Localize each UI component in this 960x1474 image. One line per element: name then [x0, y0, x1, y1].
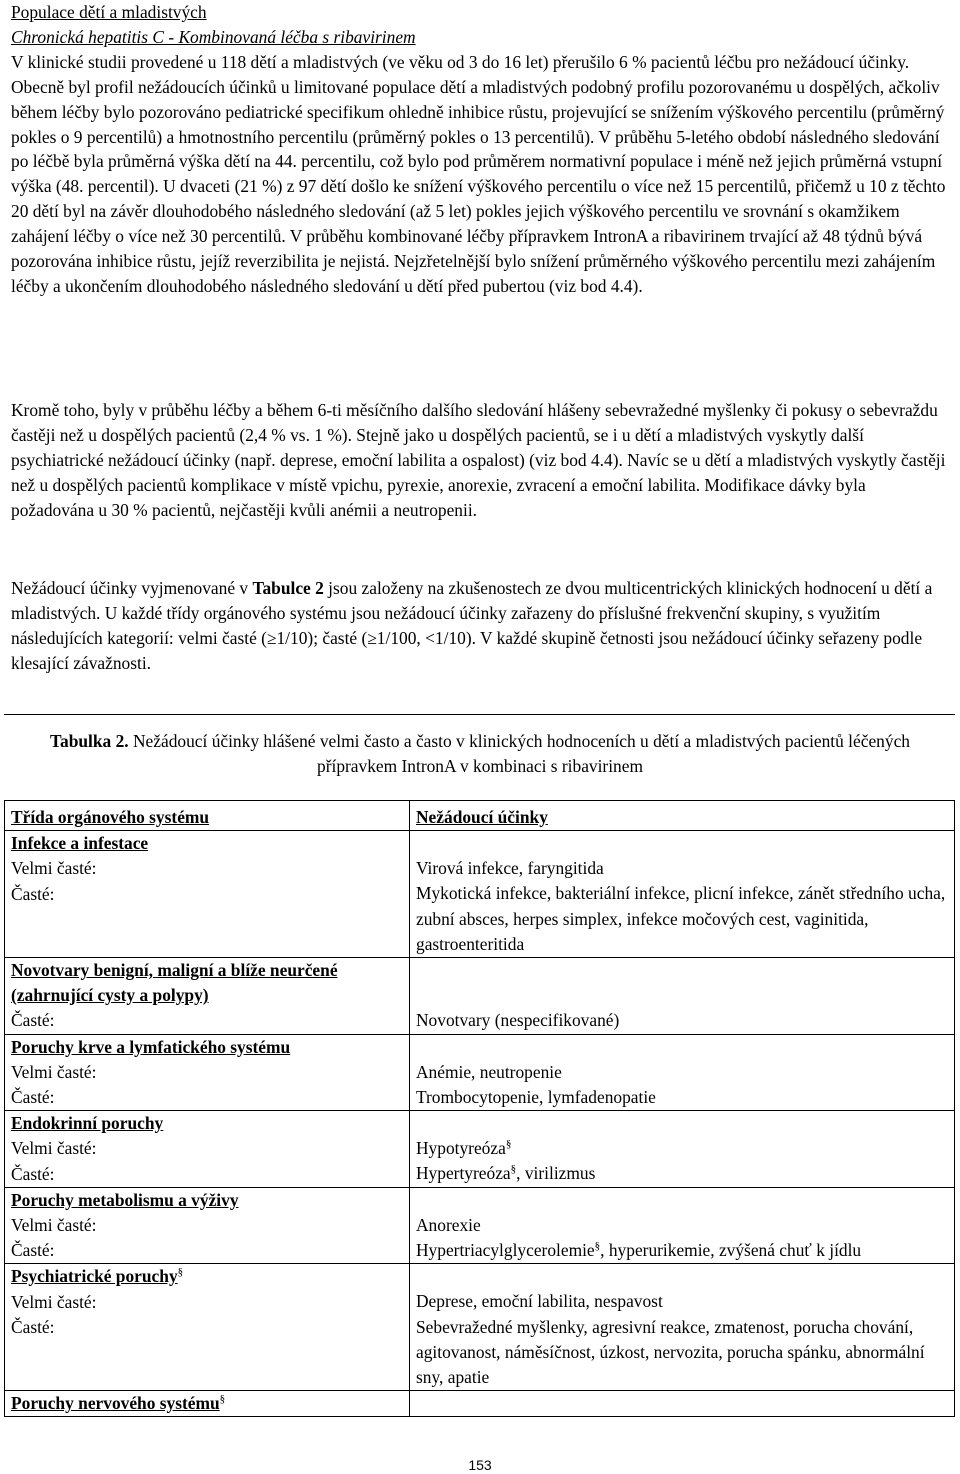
common-effect-rest: , virilizmus — [516, 1163, 596, 1184]
adverse-effects-cell — [410, 1034, 955, 1111]
table-caption — [11, 729, 949, 779]
organ-class-cell — [5, 831, 410, 958]
subsection-title: Chronická hepatitis C - Kombinovaná léčba s ribavirinem — [11, 26, 416, 47]
very-common-effects: Anorexie — [416, 1214, 481, 1235]
table-row — [5, 1391, 955, 1417]
common-effect-text: Hypertriacylglycerolemie — [416, 1240, 595, 1261]
table-reference: Tabulce 2 — [252, 578, 324, 598]
organ-class-heading — [11, 1391, 403, 1416]
table-row — [5, 1111, 955, 1188]
frequency-label: Velmi časté: — [11, 1215, 97, 1236]
footnote-mark: § — [505, 1138, 512, 1151]
intro-section — [11, 0, 951, 299]
frequency-label: Velmi časté: — [11, 858, 97, 879]
footnote-mark: § — [219, 1393, 226, 1406]
common-effect-text: Hypertyreóza — [416, 1163, 511, 1184]
table-row — [5, 1264, 955, 1391]
paragraph-growth-inhibition: V klinické studii provedené u 118 dětí a mladistvých (ve věku od 3 do 16 let) přerušilo 6 % pacientů léčbu pro nežádoucí účinky. Obecně byl profil nežádoucích účinků u limitované populace dětí a mladistvých podobný profilu pozorovanému u dospělých, ačkoliv během léčby bylo pozorováno pediatrické specifikum ohledně inhibice růstu, projevující se snížením výškového percentilu (průměrný pokles o 9 percentilů) a hmotnostního percentilu (průměrný pokles o 13 percentilů). V průběhu 5-letého období následného sledování po léčbě byla průměrná výška dětí na 44. percentilu, což bylo pod průměrem normativní populace i méně než jejich průměrná vstupní výška (48. percentil). U dvaceti (21 %) z 97 dětí došlo ke snížení výškového percentilu o více než 15 percentilů, přičemž u 10 z těchto 20 dětí byl na závěr dlouhodobého následného sledování (až 5 let) pokles jejich výškového percentilu ve srovnání s okamžikem zahájení léčby o více než 30 percentilů. V průběhu kombinované léčby přípravkem IntronA a ribavirinem trvající až 48 týdnů bývá pozorována inhibice růstu, jejíž reverzibilita je nejistá. Nejzřetelnější bylo snížení průměrného výškového percentilu mezi zahájením léčby a ukončením dlouhodobého následného sledování u dětí před pubertou (viz bod 4.4). — [11, 51, 946, 296]
table-row — [5, 831, 955, 958]
adverse-effects-cell — [410, 1187, 955, 1264]
common-effects: Trombocytopenie, lymfadenopatie — [416, 1086, 656, 1107]
frequency-label: Časté: — [11, 1316, 55, 1337]
common-effects — [416, 1161, 948, 1186]
very-common-effects: Deprese, emoční labilita, nespavost — [416, 1291, 663, 1312]
paragraph-table-intro-after: jsou založeny na zkušenostech ze dvou multicentrických klinických hodnocení u dětí a mladistvých. U každé třídy orgánového systému jsou nežádoucí účinky zařazeny do příslušné frekvenční skupiny, s využitím následujících kategorií: velmi časté (≥1/10); časté (≥1/100, <1/10). V každé skupině četnosti jsou nežádoucí účinky seřazeny podle klesající závažnosti. — [11, 578, 933, 673]
organ-class-cell — [5, 1034, 410, 1111]
frequency-label: Časté: — [11, 883, 55, 904]
very-common-effects: Virová infekce, faryngitida — [416, 858, 604, 879]
organ-class-name: Infekce a infestace — [11, 833, 149, 854]
paragraph-psychiatric-block — [11, 398, 951, 523]
paragraph-table-intro-before: Nežádoucí účinky vyjmenované v — [11, 578, 253, 598]
table-row — [5, 1187, 955, 1264]
very-common-effect-text: Hypotyreóza — [416, 1138, 506, 1159]
frequency-label: Velmi časté: — [11, 1061, 97, 1082]
paragraph-psychiatric: Kromě toho, byly v průběhu léčby a během 6-ti měsíčního dalšího sledování hlášeny sebevražedné myšlenky či pokusy o sebevraždu častěji než u dospělých pacientů (2,4 % vs. 1 %). Stejně jako u dospělých pacientů, se i u dětí a mladistvých vyskytly další psychiatrické nežádoucí účinky (např. deprese, emoční labilita a ospalost) (viz bod 4.4). Navíc se u dětí a mladistvých vyskytly častěji než u dospělých pacientů komplikace v místě vpichu, pyrexie, anorexie, zvracení a emoční labilita. Modifikace dávky byla požadována u 30 % pacientů, nejčastěji kvůli anémii a neutropenii. — [11, 400, 946, 520]
organ-class-name: Novotvary benigní, maligní a blíže neurčené (zahrnující cysty a polypy) — [11, 960, 338, 1006]
adverse-effects-table — [4, 800, 955, 1417]
very-common-effects — [416, 1136, 948, 1161]
adverse-effects-cell — [410, 1111, 955, 1188]
frequency-label: Časté: — [11, 1087, 55, 1108]
organ-class-name: Endokrinní poruchy — [11, 1113, 164, 1134]
adverse-effects-cell — [410, 1264, 955, 1391]
section-title: Populace dětí a mladistvých — [11, 2, 207, 22]
organ-class-name: Poruchy metabolismu a výživy — [11, 1189, 239, 1210]
organ-class-heading — [11, 1264, 403, 1289]
footnote-mark: § — [510, 1163, 517, 1176]
common-effects — [416, 1238, 948, 1263]
frequency-label: Velmi časté: — [11, 1291, 97, 1312]
common-effects: Sebevražedné myšlenky, agresivní reakce, zmatenost, porucha chování, agitovanost, náměsíčnost, úzkost, nervozita, porucha spánku, abnormální sny, apatie — [416, 1316, 925, 1388]
organ-class-cell — [5, 1111, 410, 1188]
frequency-label: Časté: — [11, 1240, 55, 1261]
adverse-effects-cell — [410, 958, 955, 1035]
common-effect-rest: , hyperurikemie, zvýšená chuť k jídlu — [600, 1240, 862, 1261]
organ-class-cell — [5, 958, 410, 1035]
frequency-label: Časté: — [11, 1010, 55, 1031]
footnote-mark: § — [177, 1266, 184, 1279]
frequency-label: Velmi časté: — [11, 1138, 97, 1159]
organ-class-name: Psychiatrické poruchy — [11, 1266, 178, 1287]
adverse-effects-cell — [410, 831, 955, 958]
table-caption-text: Nežádoucí účinky hlášené velmi často a často v klinických hodnoceních u dětí a mladistvých pacientů léčených přípravkem IntronA v kombinaci s ribavirinem — [128, 731, 910, 776]
table-row — [5, 1034, 955, 1111]
section-divider — [4, 714, 955, 715]
very-common-effects: Anémie, neutropenie — [416, 1061, 562, 1082]
organ-class-name: Poruchy nervového systému — [11, 1393, 220, 1414]
organ-class-cell — [5, 1187, 410, 1264]
paragraph-table-intro-block — [11, 576, 951, 676]
table-header-row — [5, 801, 955, 831]
common-effects: Mykotická infekce, bakteriální infekce, plicní infekce, zánět středního ucha, zubní absces, herpes simplex, infekce močových cest, vaginitida, gastroenteritida — [416, 883, 946, 954]
table-row — [5, 958, 955, 1035]
paragraph-table-intro — [11, 576, 951, 676]
organ-class-cell — [5, 1264, 410, 1391]
frequency-label: Časté: — [11, 1163, 55, 1184]
footnote-mark: § — [594, 1240, 601, 1253]
header-adverse-effects: Nežádoucí účinky — [410, 801, 955, 831]
table-caption-label: Tabulka 2. — [50, 731, 129, 751]
page-number: 153 — [468, 1457, 492, 1473]
common-effects: Novotvary (nespecifikované) — [416, 1010, 620, 1031]
organ-class-name: Poruchy krve a lymfatického systému — [11, 1036, 291, 1057]
organ-class-cell — [5, 1391, 410, 1417]
header-organ-class: Třída orgánového systému — [5, 801, 410, 831]
adverse-effects-cell — [410, 1391, 955, 1417]
